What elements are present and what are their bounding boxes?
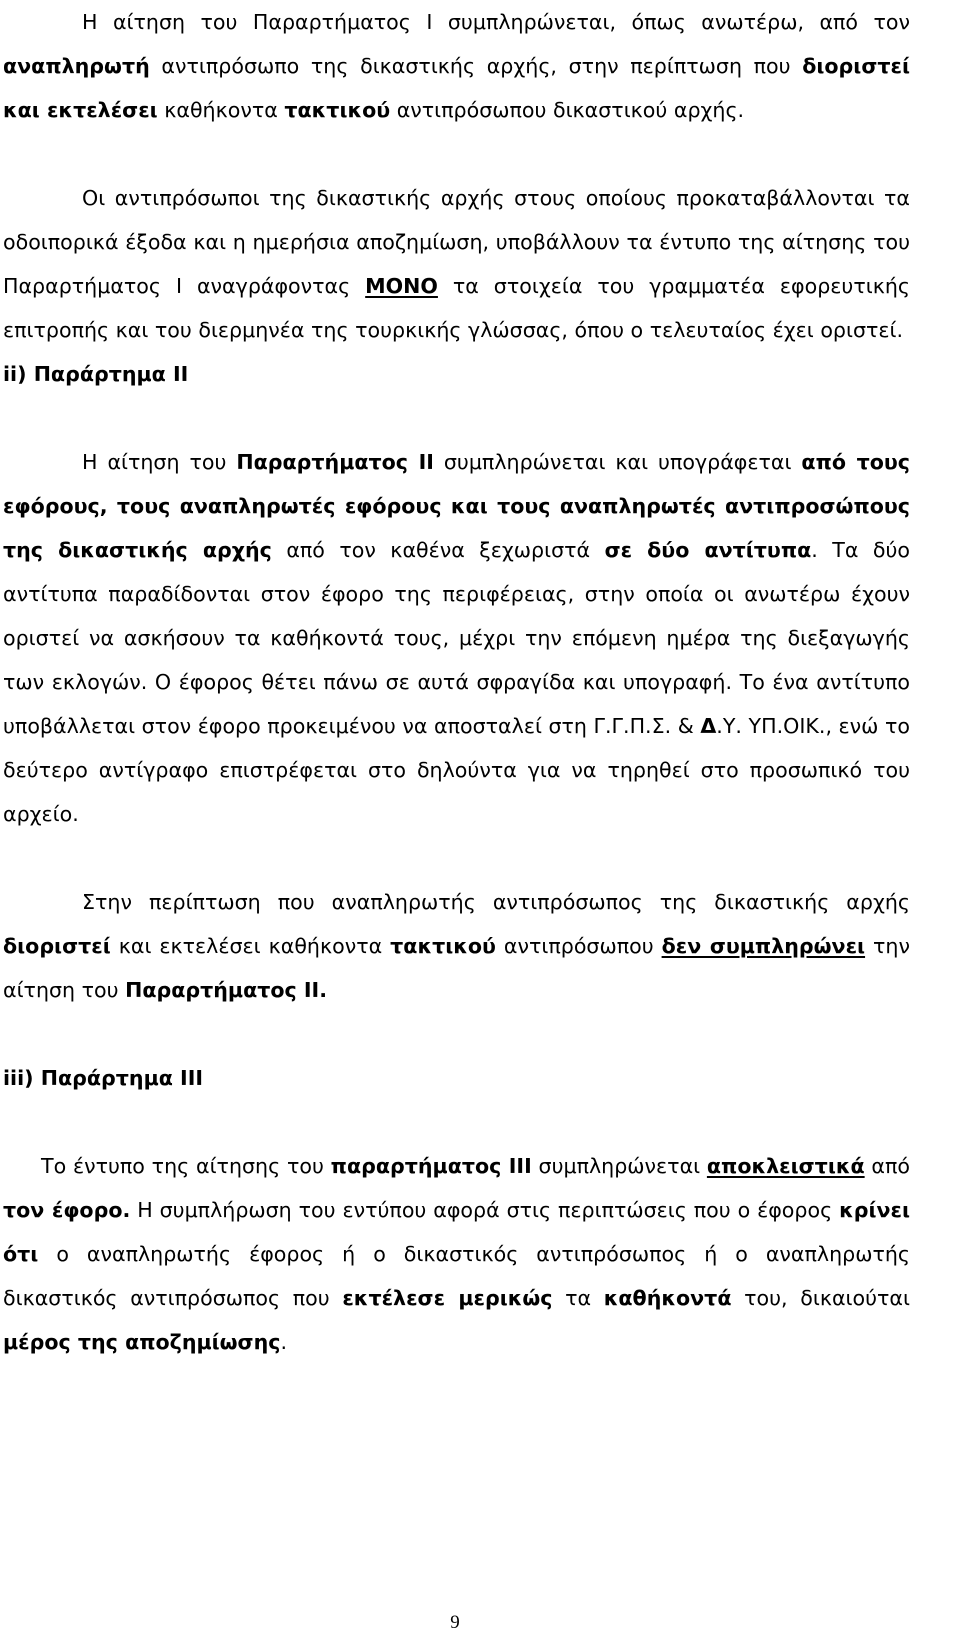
section-heading-annex-3: iii) Παράρτημα ΙΙΙ bbox=[3, 1066, 204, 1090]
paragraph-advance-expenses bbox=[3, 176, 910, 352]
bold-text: διοριστεί bbox=[3, 934, 111, 958]
spacer bbox=[3, 1012, 910, 1056]
text: Το έντυπο της αίτησης του bbox=[41, 1154, 331, 1178]
text: Η συμπλήρωση του εντύπου αφορά στις περιπτώσεις που ο έφορος bbox=[130, 1198, 840, 1222]
text: αντιπρόσωπου δικαστικού αρχής. bbox=[390, 98, 745, 122]
bold-underlined-text: δεν συμπληρώνει bbox=[661, 934, 866, 958]
bold-text: τακτικού bbox=[390, 934, 496, 958]
text: . Τα δύο αντίτυπα παραδίδονται στον έφορο της περιφέρειας, στην οποία οι ανωτέρω έχουν οριστεί να ασκήσουν τα καθήκοντά τους, μέχρι την επόμενη ημέρα της διεξαγωγής των εκλογών. Ο έφορος θέτει πάνω σε αυτά σφραγίδα και υπογραφή. Το ένα αντίτυπο υποβάλλεται στον έφορο προκειμένου να αποσταλεί στη Γ.Γ.Π.Σ. & bbox=[3, 538, 911, 738]
text: ο αναπληρωτής έφορος ή ο δικαστικός αντιπρόσωπος ή ο αναπληρωτής δικαστικός αντιπρόσωπος που bbox=[3, 1242, 910, 1310]
text: από τον καθένα ξεχωριστά bbox=[271, 538, 605, 562]
bold-text: Παραρτήματος ΙΙ bbox=[236, 450, 434, 474]
bold-text: Παραρτήματος ΙΙ. bbox=[125, 978, 328, 1002]
text: συμπληρώνεται και υπογράφεται bbox=[433, 450, 802, 474]
paragraph-substitute-not-filling bbox=[3, 880, 910, 1012]
bold-underlined-text: ΜΟΝΟ bbox=[365, 274, 438, 298]
section-heading-annex-2: ii) Παράρτημα ΙΙ bbox=[3, 362, 189, 386]
text: τα bbox=[552, 1286, 604, 1310]
bold-text: τον έφορο. bbox=[3, 1198, 131, 1222]
bold-text: καθήκοντά bbox=[603, 1286, 732, 1310]
document-page bbox=[3, 0, 910, 1364]
page-number: 9 bbox=[450, 1612, 460, 1633]
text: την αίτηση του bbox=[3, 934, 910, 1002]
paragraph-annex-3 bbox=[3, 1144, 910, 1364]
text: .Υ. ΥΠ.ΟΙΚ., ενώ το δεύτερο αντίγραφο επιστρέφεται στο δηλούντα για να τηρηθεί στο προσωπικό του αρχείο. bbox=[3, 714, 910, 826]
text: του, δικαιούται bbox=[731, 1286, 910, 1310]
paragraph-annex-2 bbox=[3, 440, 910, 836]
text: . bbox=[280, 1330, 288, 1354]
bold-text: παραρτήματος ΙΙΙ bbox=[330, 1154, 532, 1178]
text: Στην περίπτωση που αναπληρωτής αντιπρόσωπος της δικαστικής αρχής bbox=[82, 890, 910, 914]
bold-text: από τους εφόρους, τους αναπληρωτές εφόρους και τους αναπληρωτές αντιπροσώπους της δικαστικής αρχής bbox=[3, 450, 910, 562]
bold-text: μέρος της αποζημίωσης bbox=[3, 1330, 281, 1354]
text: αντιπρόσωπο της δικαστικής αρχής, στην περίπτωση που bbox=[149, 54, 803, 78]
text: τα στοιχεία του γραμματέα εφορευτικής επιτροπής και του διερμηνέα της τουρκικής γλώσσας, όπου ο τελευταίος έχει οριστεί. bbox=[3, 274, 910, 342]
bold-text: αναπληρωτή bbox=[3, 54, 150, 78]
spacer bbox=[3, 396, 910, 440]
spacer bbox=[3, 132, 910, 176]
bold-text: κρίνει ότι bbox=[3, 1198, 910, 1266]
bold-text: σε δύο αντίτυπα bbox=[604, 538, 812, 562]
spacer bbox=[3, 836, 910, 880]
bold-underlined-text: αποκλειστικά bbox=[706, 1154, 865, 1178]
bold-text: τακτικού bbox=[284, 98, 391, 122]
text: συμπληρώνεται bbox=[531, 1154, 707, 1178]
paragraph-annex-1-substitute bbox=[3, 0, 910, 132]
text: αντιπρόσωπου bbox=[495, 934, 662, 958]
spacer bbox=[3, 1100, 910, 1144]
text: από bbox=[864, 1154, 910, 1178]
text: Η αίτηση του bbox=[82, 450, 237, 474]
bold-text: διοριστεί και εκτελέσει bbox=[3, 54, 910, 122]
text: Οι αντιπρόσωποι της δικαστικής αρχής στους οποίους προκαταβάλλονται τα οδοιπορικά έξοδα και η ημερήσια αποζημίωση, υποβάλλουν τα έντυπο της αίτησης του Παραρτήματος Ι αναγράφοντας bbox=[3, 186, 910, 298]
text: Η αίτηση του Παραρτήματος Ι συμπληρώνεται, όπως ανωτέρω, από τον bbox=[82, 10, 910, 34]
bold-text: εκτέλεσε μερικώς bbox=[342, 1286, 553, 1310]
bold-text: Δ bbox=[700, 714, 717, 738]
text: καθήκοντα bbox=[157, 98, 285, 122]
text: και εκτελέσει καθήκοντα bbox=[110, 934, 391, 958]
